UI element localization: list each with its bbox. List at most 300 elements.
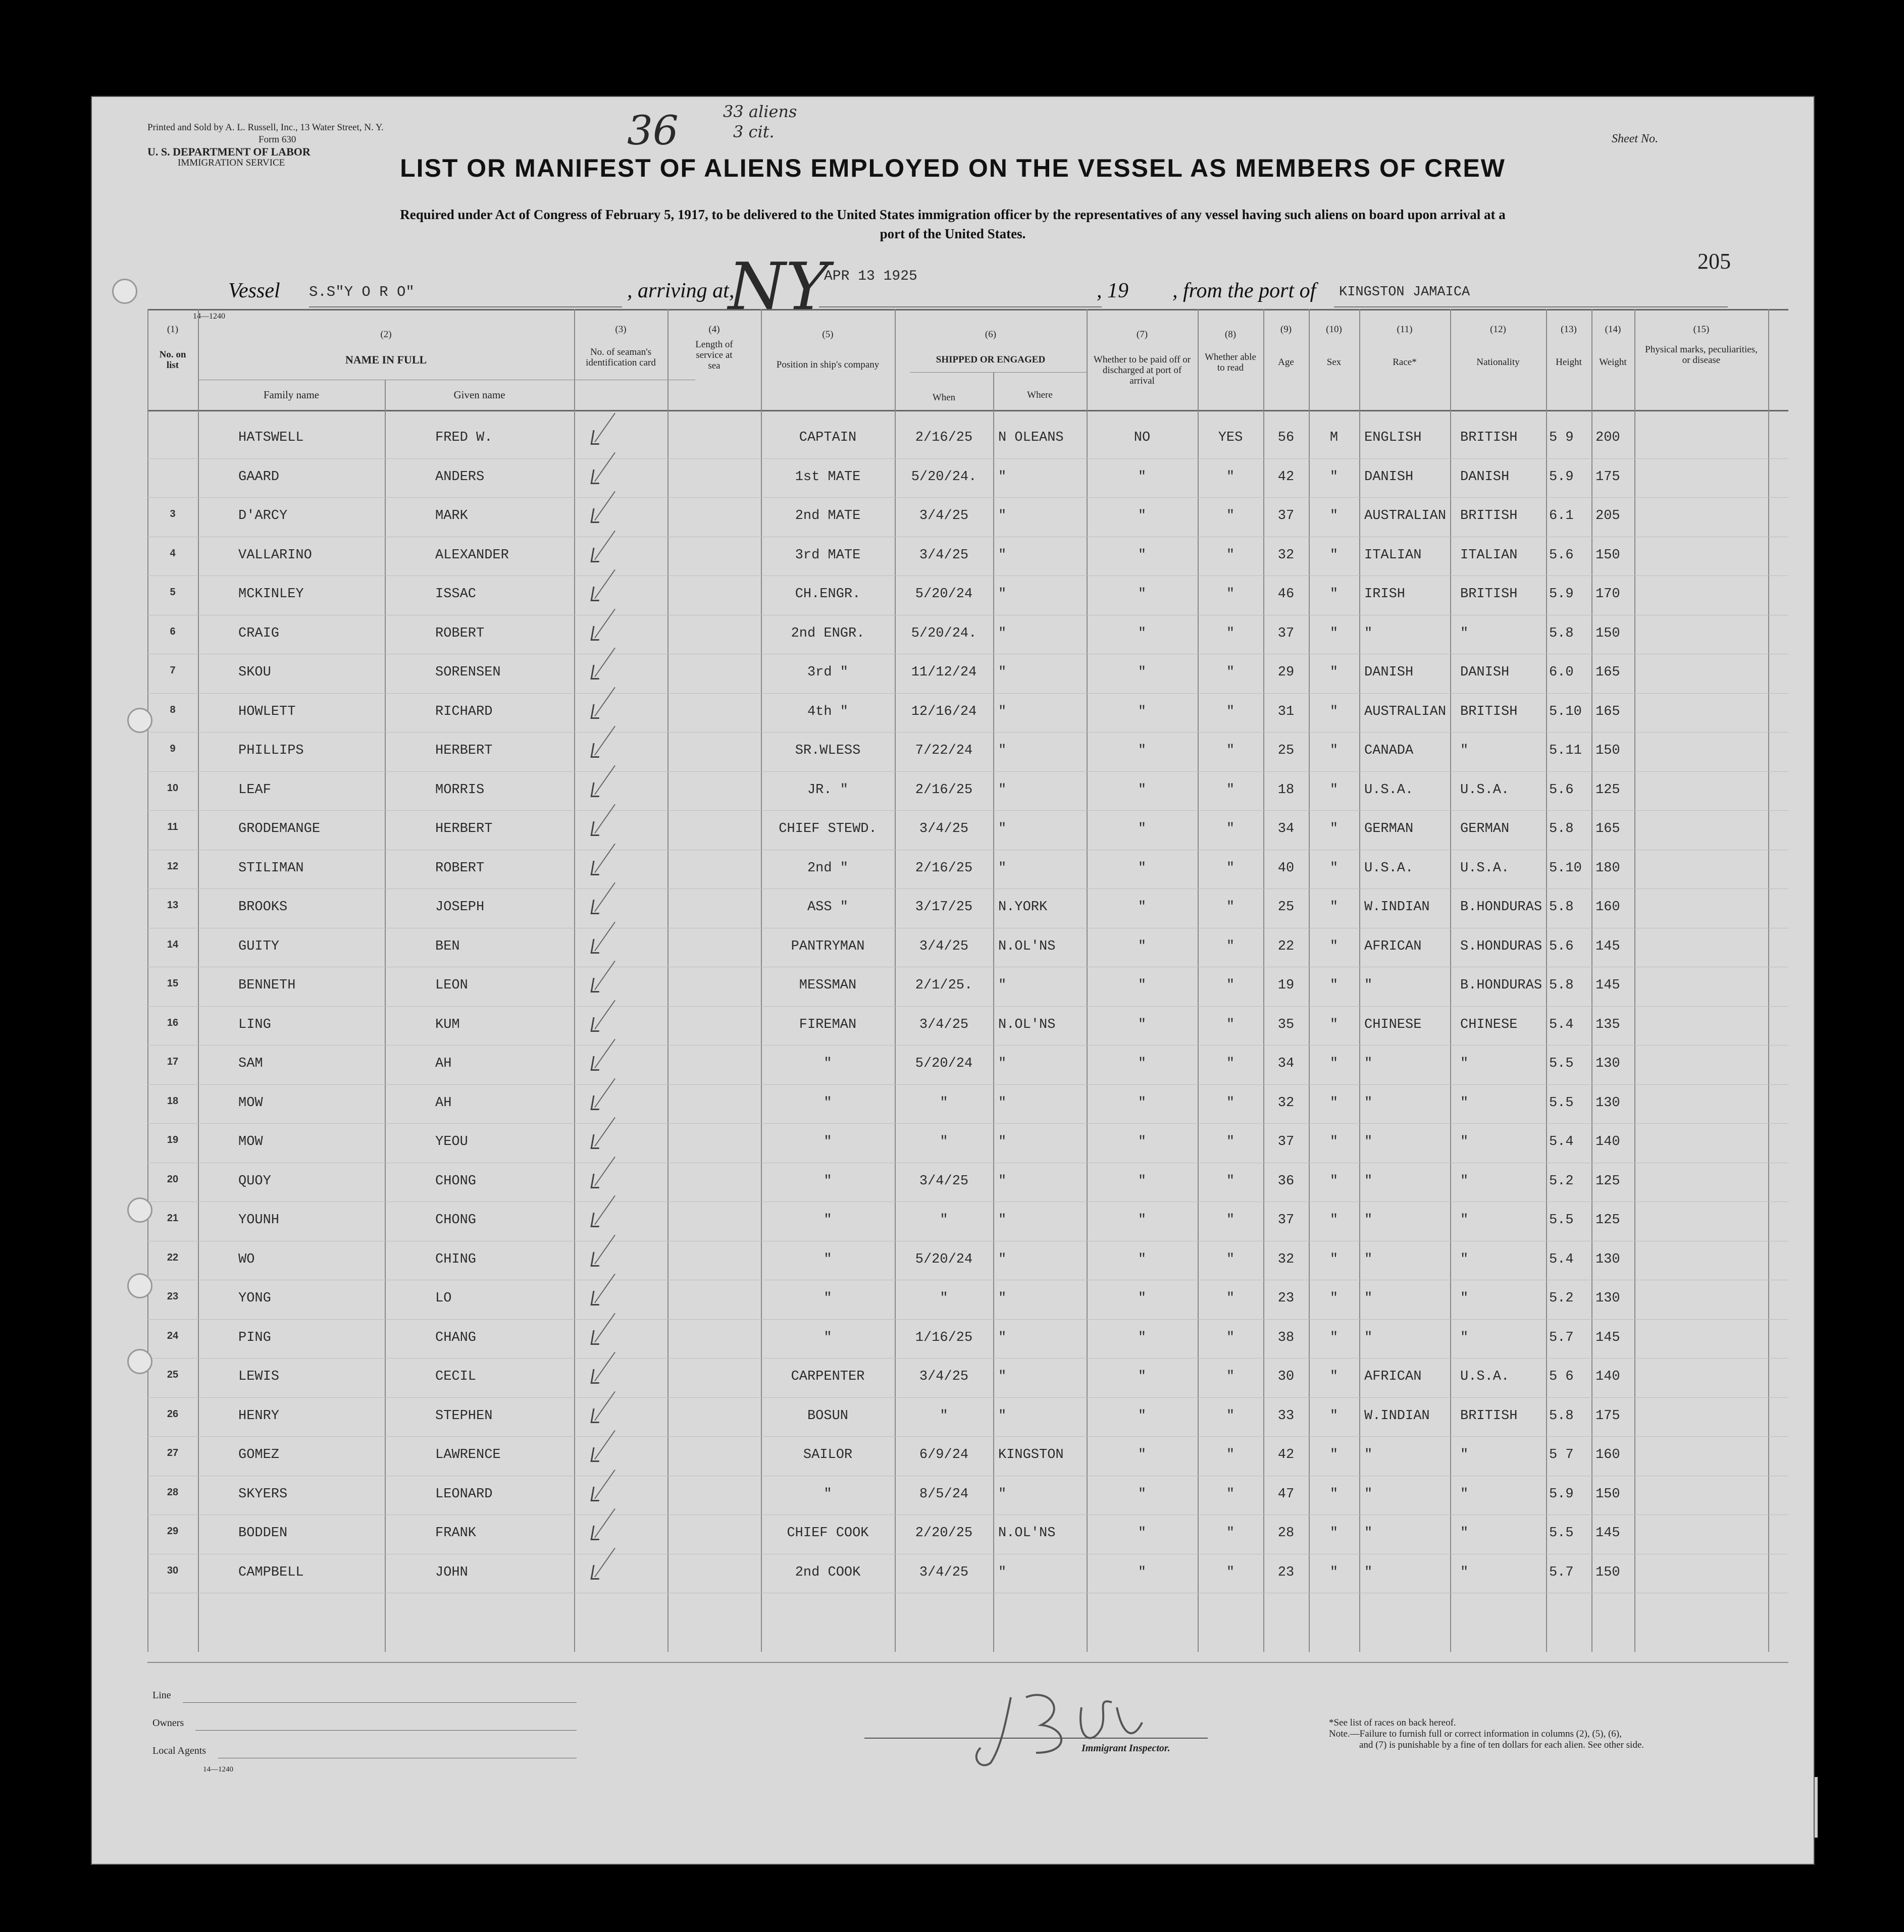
- cell-nationality: BRITISH: [1460, 704, 1518, 719]
- cell-given: YEOU: [435, 1134, 468, 1150]
- cell-no: 28: [167, 1486, 179, 1498]
- cell-sex: ": [1329, 1330, 1339, 1345]
- cell-age: 42: [1277, 1447, 1295, 1463]
- crew-table: [147, 309, 1788, 1652]
- cell-height: 5.9: [1549, 469, 1574, 485]
- cell-position: FIREMAN: [799, 1017, 857, 1032]
- cell-height: 5.6: [1549, 782, 1574, 798]
- cell-race: AUSTRALIAN: [1364, 508, 1447, 524]
- cell-where: ": [998, 1251, 1007, 1267]
- cell-age: 37: [1277, 625, 1295, 641]
- col15-header: Physical marks, peculiarities, or disease: [1645, 344, 1758, 365]
- cell-family: GOMEZ: [238, 1447, 280, 1463]
- cell-read: ": [1226, 860, 1235, 876]
- cell-race: DANISH: [1364, 665, 1414, 680]
- checkmark-icon: [590, 1174, 601, 1188]
- cell-height: 5.11: [1549, 743, 1582, 758]
- cell-where: ": [998, 1486, 1007, 1502]
- binder-hole: [127, 708, 152, 733]
- inspector-line: [864, 1738, 1208, 1739]
- col1-number: (1): [167, 324, 179, 335]
- cell-given: ISSAC: [435, 587, 477, 602]
- cell-read: YES: [1218, 430, 1243, 445]
- cell-read: ": [1226, 1056, 1235, 1071]
- cell-position: ": [824, 1134, 832, 1150]
- cell-position: MESSMAN: [799, 978, 857, 993]
- page-number: 205: [1697, 249, 1731, 274]
- check-stroke: [594, 1430, 615, 1459]
- cell-family: GAARD: [238, 469, 280, 485]
- cell-read: ": [1226, 1291, 1235, 1306]
- cell-family: HATSWELL: [238, 430, 304, 445]
- cell-sex: ": [1329, 1526, 1339, 1541]
- col1-header: No. on list: [159, 349, 186, 371]
- cell-position: ASS ": [807, 900, 848, 915]
- inspector-label: Immigrant Inspector.: [1082, 1743, 1170, 1754]
- cell-family: HENRY: [238, 1408, 280, 1424]
- cell-weight: 130: [1596, 1095, 1620, 1111]
- cell-position: 2nd ENGR.: [791, 625, 865, 641]
- cell-height: 5.8: [1549, 900, 1574, 915]
- cell-paid: ": [1138, 782, 1147, 798]
- cell-weight: 150: [1596, 1486, 1620, 1502]
- cell-where: ": [998, 625, 1007, 641]
- cell-age: 34: [1277, 1056, 1295, 1071]
- cell-age: 47: [1277, 1486, 1295, 1502]
- check-stroke: [594, 1195, 615, 1225]
- cell-nationality: ": [1460, 1526, 1469, 1541]
- col7-header: Whether to be paid off or discharged at port of arrival: [1093, 354, 1191, 386]
- check-stroke: [594, 1078, 615, 1107]
- cell-no: 20: [167, 1173, 179, 1185]
- cell-where: ": [998, 1173, 1007, 1189]
- cell-height: 6.1: [1549, 508, 1574, 524]
- cell-given: CHONG: [435, 1173, 477, 1189]
- cell-when: 2/16/25: [915, 430, 973, 445]
- cell-height: 5.2: [1549, 1173, 1574, 1189]
- cell-race: W.INDIAN: [1364, 1408, 1430, 1424]
- cell-no: 29: [167, 1526, 179, 1537]
- check-stroke: [594, 413, 615, 442]
- cell-given: RICHARD: [435, 704, 493, 719]
- cell-weight: 170: [1596, 587, 1620, 602]
- service-label: IMMIGRATION SERVICE: [178, 158, 285, 168]
- cell-sex: ": [1329, 1447, 1339, 1463]
- cell-height: 5 9: [1549, 430, 1574, 445]
- cell-position: 2nd COOK: [795, 1564, 861, 1580]
- cell-position: ": [824, 1251, 832, 1267]
- cell-position: ": [824, 1095, 832, 1111]
- cell-position: ": [824, 1330, 832, 1345]
- cell-family: WO: [238, 1251, 255, 1267]
- form-code-bottom: 14—1240: [203, 1765, 233, 1773]
- cell-given: SORENSEN: [435, 665, 501, 680]
- checkmark-icon: [590, 1056, 601, 1071]
- check-stroke: [594, 1117, 615, 1146]
- cell-height: 6.0: [1549, 665, 1574, 680]
- checkmark-icon: [590, 1447, 601, 1462]
- cell-sex: ": [1329, 1251, 1339, 1267]
- cell-weight: 180: [1596, 860, 1620, 876]
- row-rule: [147, 810, 1788, 811]
- checkmark-icon: [590, 1017, 601, 1032]
- check-stroke: [594, 1039, 615, 1068]
- cell-given: LEONARD: [435, 1486, 493, 1502]
- sheet-no-label: Sheet No.: [1612, 132, 1658, 145]
- cell-paid: ": [1138, 1173, 1147, 1189]
- cell-when: 7/22/24: [915, 743, 973, 758]
- row-rule: [147, 771, 1788, 772]
- checkmark-icon: [590, 1291, 601, 1306]
- col-line: [1634, 309, 1635, 1652]
- cell-nationality: ": [1460, 1134, 1469, 1150]
- cell-race: ": [1364, 1486, 1373, 1502]
- manifest-sheet: [91, 96, 1815, 1865]
- cell-where: ": [998, 587, 1007, 602]
- cell-paid: ": [1138, 821, 1147, 837]
- col5-header: Position in ship's company: [776, 359, 880, 370]
- fine-note-1: Note.—Failure to furnish full or correct information in columns (2), (5), (6),: [1329, 1729, 1622, 1739]
- cell-height: 5.5: [1549, 1056, 1574, 1071]
- cell-nationality: ITALIAN: [1460, 547, 1518, 563]
- cell-paid: ": [1138, 1330, 1147, 1345]
- col-line: [1546, 309, 1547, 1652]
- cell-height: 5.6: [1549, 938, 1574, 954]
- cell-race: CHINESE: [1364, 1017, 1422, 1032]
- cell-sex: ": [1329, 1017, 1339, 1032]
- checkmark-icon: [590, 861, 601, 875]
- cell-weight: 200: [1596, 430, 1620, 445]
- cell-age: 32: [1277, 1251, 1295, 1267]
- cell-family: CRAIG: [238, 625, 280, 641]
- cell-given: ROBERT: [435, 625, 485, 641]
- cell-sex: ": [1329, 587, 1339, 602]
- cell-read: ": [1226, 547, 1235, 563]
- cell-sex: ": [1329, 704, 1339, 719]
- handwritten-citizens: 3 cit.: [733, 122, 775, 141]
- subtitle-line-2: port of the United States.: [880, 226, 1026, 241]
- cell-sex: ": [1329, 860, 1339, 876]
- col13-header: Height: [1556, 357, 1582, 368]
- cell-paid: ": [1138, 1447, 1147, 1463]
- cell-no: 3: [170, 508, 176, 519]
- cell-height: 5.10: [1549, 704, 1582, 719]
- cell-age: 38: [1277, 1330, 1295, 1345]
- checkmark-icon: [590, 1526, 601, 1540]
- cell-where: ": [998, 547, 1007, 563]
- cell-paid: ": [1138, 665, 1147, 680]
- cell-family: CAMPBELL: [238, 1564, 304, 1580]
- cell-no: 9: [170, 743, 176, 754]
- cell-age: 46: [1277, 587, 1295, 602]
- cell-when: 3/4/25: [919, 547, 969, 563]
- cell-weight: 140: [1596, 1369, 1620, 1384]
- cell-no: 12: [167, 860, 179, 872]
- cell-where: N.OL'NS: [998, 1017, 1056, 1032]
- cell-no: 14: [167, 938, 179, 950]
- cell-no: 13: [167, 900, 179, 911]
- cell-no: 17: [167, 1056, 179, 1067]
- cell-given: AH: [435, 1056, 452, 1071]
- cell-height: 5.9: [1549, 1486, 1574, 1502]
- cell-given: MARK: [435, 508, 468, 524]
- cell-weight: 150: [1596, 625, 1620, 641]
- cell-height: 5.4: [1549, 1134, 1574, 1150]
- cell-position: 3rd ": [807, 665, 848, 680]
- row-rule: [147, 1123, 1788, 1124]
- cell-weight: 175: [1596, 469, 1620, 485]
- cell-weight: 145: [1596, 1330, 1620, 1345]
- cell-nationality: U.S.A.: [1460, 1369, 1510, 1384]
- cell-family: LEWIS: [238, 1369, 280, 1384]
- cell-sex: ": [1329, 1408, 1339, 1424]
- cell-read: ": [1226, 1408, 1235, 1424]
- cell-sex: ": [1329, 547, 1339, 563]
- cell-paid: ": [1138, 860, 1147, 876]
- cell-no: 7: [170, 665, 176, 676]
- cell-where: ": [998, 1369, 1007, 1384]
- cell-weight: 205: [1596, 508, 1620, 524]
- cell-sex: ": [1329, 1134, 1339, 1150]
- check-stroke: [594, 687, 615, 716]
- col8-header: Whether able to read: [1205, 352, 1256, 373]
- check-stroke: [594, 921, 615, 951]
- cell-given: FRED W.: [435, 430, 493, 445]
- cell-no: 27: [167, 1447, 179, 1458]
- col2-header: NAME IN FULL: [345, 353, 427, 366]
- cell-position: PANTRYMAN: [791, 938, 865, 954]
- cell-when: 2/20/25: [915, 1526, 973, 1541]
- cell-given: ALEXANDER: [435, 547, 509, 563]
- cell-given: LAWRENCE: [435, 1447, 501, 1463]
- cell-no: 18: [167, 1095, 179, 1107]
- cell-nationality: ": [1460, 1486, 1469, 1502]
- cell-family: LEAF: [238, 782, 271, 798]
- cell-no: 8: [170, 704, 176, 715]
- cell-position: JR. ": [807, 782, 848, 798]
- cell-family: BENNETH: [238, 978, 296, 993]
- cell-nationality: ": [1460, 1095, 1469, 1111]
- year-label: , 19: [1097, 279, 1128, 302]
- cell-nationality: DANISH: [1460, 469, 1510, 485]
- check-stroke: [594, 1508, 615, 1538]
- cell-nationality: DANISH: [1460, 665, 1510, 680]
- checkmark-icon: [590, 1330, 601, 1345]
- cell-age: 37: [1277, 1134, 1295, 1150]
- handwritten-count: 36: [627, 107, 679, 154]
- cell-age: 37: [1277, 1213, 1295, 1228]
- col14-number: (14): [1605, 324, 1621, 335]
- row-rule: [147, 497, 1788, 498]
- vessel-name: S.S"Y O R O": [309, 284, 415, 300]
- cell-no: 11: [167, 821, 178, 832]
- check-stroke: [594, 1469, 615, 1498]
- inspector-signature: [950, 1677, 1233, 1773]
- col7-number: (7): [1136, 329, 1148, 340]
- checkmark-icon: [590, 587, 601, 601]
- cell-family: MOW: [238, 1134, 263, 1150]
- checkmark-icon: [590, 626, 601, 641]
- cell-given: MORRIS: [435, 782, 485, 798]
- cell-nationality: BRITISH: [1460, 508, 1518, 524]
- cell-no: 10: [167, 782, 179, 794]
- checkmark-icon: [590, 939, 601, 954]
- check-stroke: [594, 452, 615, 481]
- cell-race: DANISH: [1364, 469, 1414, 485]
- cell-read: ": [1226, 508, 1235, 524]
- cell-paid: ": [1138, 978, 1147, 993]
- cell-family: GUITY: [238, 938, 280, 954]
- cell-age: 32: [1277, 1095, 1295, 1111]
- cell-age: 40: [1277, 860, 1295, 876]
- cell-when: 12/16/24: [911, 704, 977, 719]
- cell-no: 21: [167, 1213, 179, 1224]
- cell-given: CHONG: [435, 1213, 477, 1228]
- cell-paid: ": [1138, 587, 1147, 602]
- cell-nationality: ": [1460, 743, 1469, 758]
- cell-given: LEON: [435, 978, 468, 993]
- cell-sex: ": [1329, 1056, 1339, 1071]
- row-rule: [147, 1006, 1788, 1007]
- cell-weight: 125: [1596, 1213, 1620, 1228]
- cell-sex: ": [1329, 1173, 1339, 1189]
- row-rule: [147, 693, 1788, 694]
- cell-read: ": [1226, 1017, 1235, 1032]
- cell-sex: ": [1329, 665, 1339, 680]
- cell-sex: ": [1329, 508, 1339, 524]
- cell-age: 42: [1277, 469, 1295, 485]
- row-rule: [147, 1319, 1788, 1320]
- cell-height: 5 6: [1549, 1369, 1574, 1384]
- cell-no: 16: [167, 1017, 179, 1028]
- cell-where: ": [998, 1408, 1007, 1424]
- col10-number: (10): [1326, 324, 1342, 335]
- cell-position: 1st MATE: [795, 469, 861, 485]
- cell-weight: 145: [1596, 978, 1620, 993]
- cell-sex: ": [1329, 1369, 1339, 1384]
- cell-position: BOSUN: [807, 1408, 848, 1424]
- cell-no: 30: [167, 1564, 179, 1576]
- cell-nationality: B.HONDURAS: [1460, 900, 1542, 915]
- col9-number: (9): [1280, 324, 1292, 335]
- cell-race: CANADA: [1364, 743, 1414, 758]
- cell-when: ": [940, 1291, 948, 1306]
- check-stroke: [594, 961, 615, 990]
- check-stroke: [594, 1391, 615, 1420]
- cell-race: W.INDIAN: [1364, 900, 1430, 915]
- cell-given: ROBERT: [435, 860, 485, 876]
- cell-read: ": [1226, 1251, 1235, 1267]
- cell-weight: 150: [1596, 1564, 1620, 1580]
- checkmark-icon: [590, 1487, 601, 1501]
- cell-read: ": [1226, 665, 1235, 680]
- cell-family: QUOY: [238, 1173, 271, 1189]
- checkmark-icon: [590, 900, 601, 914]
- checkmark-icon: [590, 1095, 601, 1110]
- cell-nationality: BRITISH: [1460, 430, 1518, 445]
- cell-race: ": [1364, 625, 1373, 641]
- cell-age: 25: [1277, 900, 1295, 915]
- cell-no: 22: [167, 1251, 179, 1263]
- col15-number: (15): [1693, 324, 1710, 335]
- binder-hole: [127, 1273, 152, 1298]
- cell-paid: ": [1138, 1095, 1147, 1111]
- cell-nationality: ": [1460, 1056, 1469, 1071]
- col-line: [198, 309, 199, 1652]
- cell-family: YOUNH: [238, 1213, 280, 1228]
- cell-position: CH.ENGR.: [795, 587, 861, 602]
- col8-number: (8): [1224, 329, 1237, 340]
- cell-read: ": [1226, 625, 1235, 641]
- cell-race: ": [1364, 1291, 1373, 1306]
- col-line: [667, 309, 668, 1652]
- cell-age: 34: [1277, 821, 1295, 837]
- cell-when: 8/5/24: [919, 1486, 969, 1502]
- col-line: [1591, 309, 1592, 1652]
- cell-race: ": [1364, 1134, 1373, 1150]
- cell-given: JOSEPH: [435, 900, 485, 915]
- cell-weight: 150: [1596, 547, 1620, 563]
- cell-nationality: BRITISH: [1460, 1408, 1518, 1424]
- cell-sex: ": [1329, 1291, 1339, 1306]
- cell-read: ": [1226, 1134, 1235, 1150]
- cell-when: 5/20/24: [915, 1056, 973, 1071]
- cell-family: HOWLETT: [238, 704, 296, 719]
- vessel-label: Vessel: [228, 279, 280, 302]
- cell-age: 18: [1277, 782, 1295, 798]
- cell-paid: NO: [1134, 430, 1151, 445]
- cell-height: 5.5: [1549, 1526, 1574, 1541]
- cell-family: GRODEMANGE: [238, 821, 321, 837]
- col6-header: SHIPPED OR ENGAGED: [936, 354, 1046, 365]
- cell-position: 3rd MATE: [795, 547, 861, 563]
- col12-header: Nationality: [1476, 357, 1520, 368]
- cell-where: ": [998, 469, 1007, 485]
- cell-weight: 145: [1596, 1526, 1620, 1541]
- cell-family: BROOKS: [238, 900, 288, 915]
- cell-paid: ": [1138, 547, 1147, 563]
- col-line: [993, 372, 994, 1652]
- checkmark-icon: [590, 1252, 601, 1267]
- cell-race: ": [1364, 978, 1373, 993]
- cell-weight: 125: [1596, 782, 1620, 798]
- cell-where: N OLEANS: [998, 430, 1064, 445]
- cell-read: ": [1226, 1330, 1235, 1345]
- cell-height: 5.9: [1549, 587, 1574, 602]
- cell-family: SKOU: [238, 665, 271, 680]
- races-note: *See list of races on back hereof.: [1329, 1717, 1456, 1728]
- cell-height: 5.8: [1549, 625, 1574, 641]
- cell-nationality: ": [1460, 1447, 1469, 1463]
- col4-header: Length of service at sea: [695, 339, 733, 371]
- checkmark-icon: [590, 978, 601, 993]
- check-stroke: [594, 843, 615, 872]
- cell-given: HERBERT: [435, 743, 493, 758]
- cell-sex: ": [1329, 900, 1339, 915]
- checkmark-icon: [590, 1134, 601, 1149]
- cell-given: CHANG: [435, 1330, 477, 1345]
- row-rule: [147, 732, 1788, 733]
- col6-number: (6): [985, 329, 997, 340]
- cell-nationality: U.S.A.: [1460, 860, 1510, 876]
- cell-height: 5.8: [1549, 978, 1574, 993]
- fine-note-2: and (7) is punishable by a fine of ten dollars for each alien. See other side.: [1359, 1740, 1644, 1750]
- cell-paid: ": [1138, 508, 1147, 524]
- cell-given: LO: [435, 1291, 452, 1306]
- cell-nationality: ": [1460, 625, 1469, 641]
- cell-family: BODDEN: [238, 1526, 288, 1541]
- cell-sex: M: [1329, 430, 1339, 445]
